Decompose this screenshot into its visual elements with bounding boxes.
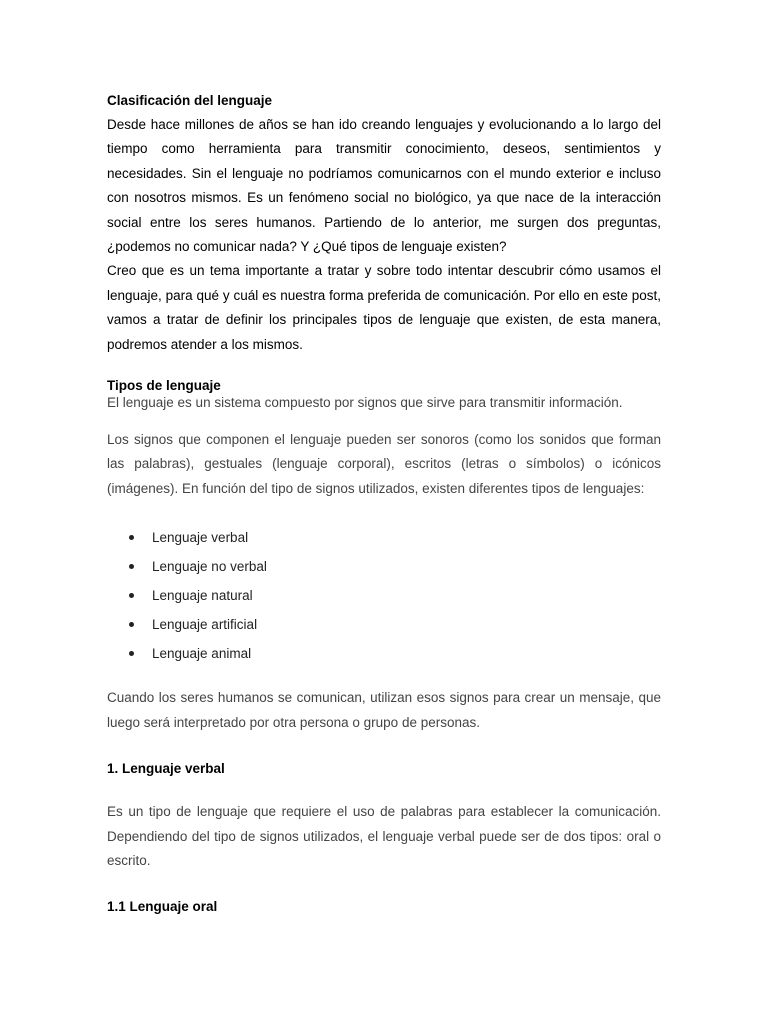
bullet-icon [129, 622, 134, 627]
paragraph-post: Creo que es un tema importante a tratar y sobre todo intentar descubrir cómo usamos el lenguaje, para qué y cuál es nuestra forma preferida de comunicación. Por ello en este post, vamos a tratar de definir los principales tipos de lenguaje que existen, de esta manera, podremos atender a los mismos. [107, 263, 661, 352]
section-heading-verbal: 1. Lenguaje verbal [107, 761, 225, 777]
list-item-label: Lenguaje verbal [152, 530, 249, 546]
bullet-icon [129, 593, 134, 598]
paragraph-definicion: El lenguaje es un sistema compuesto por signos que sirve para transmitir información. [107, 395, 623, 411]
bullet-icon [129, 564, 134, 569]
list-item-label: Lenguaje animal [152, 646, 252, 662]
list-item-label: Lenguaje natural [152, 588, 253, 604]
document-page [107, 89, 661, 919]
paragraph-verbal: Es un tipo de lenguaje que requiere el uso de palabras para establecer la comunicación. Dependiendo del tipo de signos utilizados, el lenguaje verbal puede ser de dos tipos: oral o escrito. [107, 804, 661, 868]
list-item [107, 581, 661, 610]
list-item-label: Lenguaje no verbal [152, 559, 267, 575]
list-item [107, 610, 661, 639]
section-heading-tipos: Tipos de lenguaje [107, 378, 221, 394]
bullet-icon [129, 535, 134, 540]
section-heading-oral: 1.1 Lenguaje oral [107, 899, 218, 915]
section-heading-clasificacion: Clasificación del lenguaje [107, 93, 273, 108]
paragraph-intro: Desde hace millones de años se han ido creando lenguajes y evolucionando a lo largo del tiempo como herramienta para transmitir conocimiento, deseos, sentimientos y necesidades. Sin el lenguaje no podríamos comunicarnos con el mundo exterior e incluso con nosotros mismos. Es un fenómeno social no biológico, ya que nace de la interacción social entre los seres humanos. Partiendo de lo anterior, me surgen dos preguntas, ¿podemos no comunicar nada? Y ¿Qué tipos de lenguaje existen? [107, 117, 661, 255]
list-item-label: Lenguaje artificial [152, 617, 258, 633]
list-item [107, 523, 661, 552]
list-item [107, 639, 661, 668]
bullet-icon [129, 651, 134, 656]
tipos-list [107, 523, 661, 668]
list-item [107, 552, 661, 581]
paragraph-comunicacion: Cuando los seres humanos se comunican, utilizan esos signos para crear un mensaje, que luego será interpretado por otra persona o grupo de personas. [107, 690, 661, 730]
paragraph-signos: Los signos que componen el lenguaje pueden ser sonoros (como los sonidos que forman las palabras), gestuales (lenguaje corporal), escritos (letras o símbolos) o icónicos (imágenes). En función del tipo de signos utilizados, existen diferentes tipos de lenguajes: [107, 432, 661, 496]
